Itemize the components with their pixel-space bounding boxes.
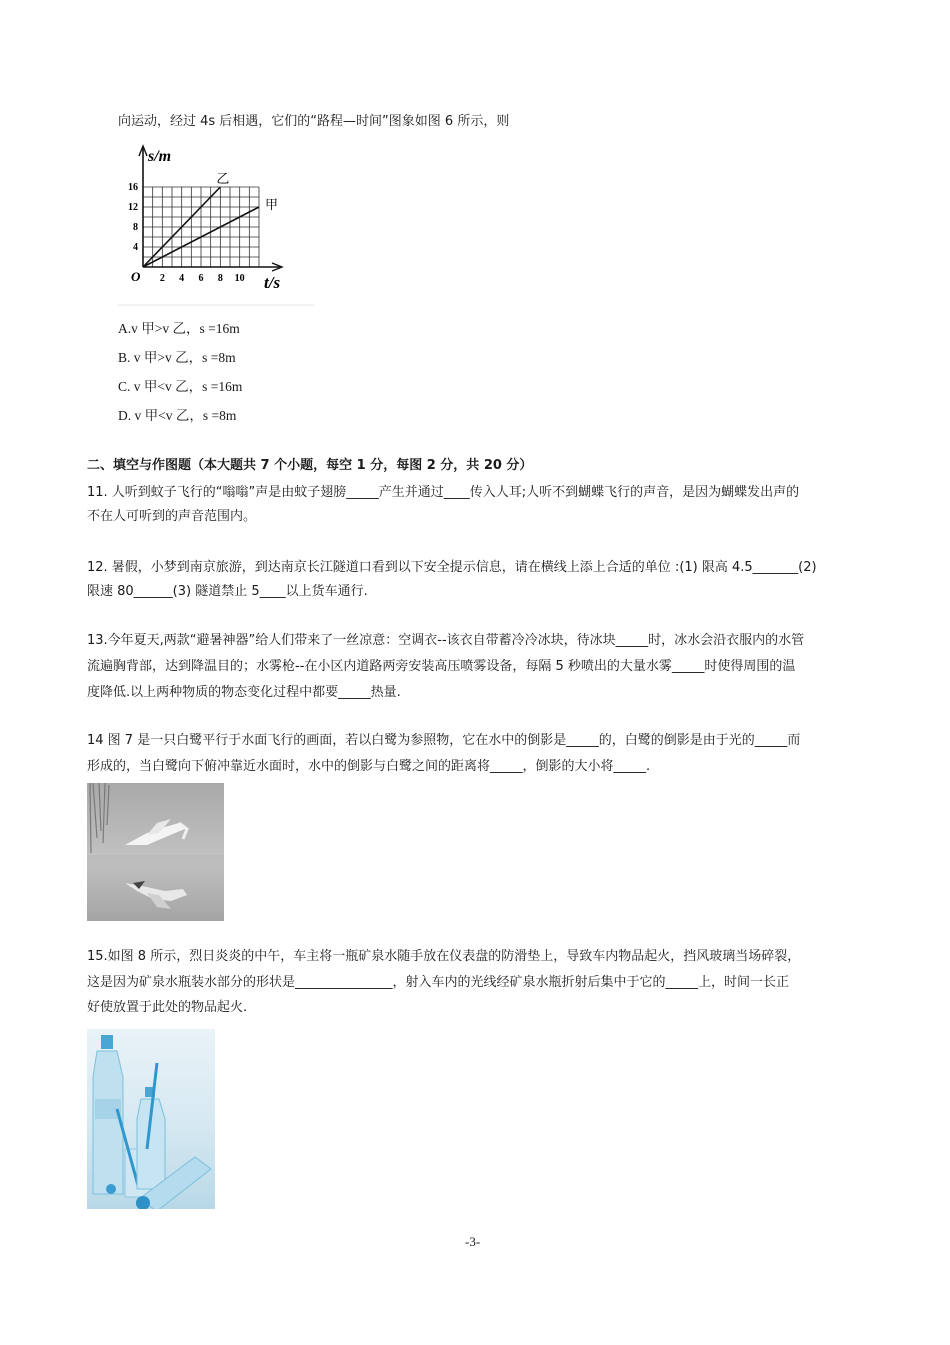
intro-line: 向运动，经过 4s 后相遇，它们的“路程—时间”图象如图 6 所示，则 [118, 114, 510, 129]
y-axis-label: s/m [148, 148, 172, 165]
q12-line-2: 限速 80______(3) 隧道禁止 5____以上货车通行. [87, 584, 368, 599]
x-axis-label: t/s [264, 273, 281, 292]
y-tick-label: 8 [133, 222, 138, 233]
chart-grid [143, 187, 259, 267]
x-tick-label: 4 [179, 273, 185, 284]
series-label: 乙 [216, 172, 230, 187]
y-tick-label: 16 [128, 182, 138, 193]
q15-line-2: 这是因为矿泉水瓶装水部分的形状是_______________，射入车内的光线经矿泉水瓶折射后集中于它的_____上，时间一长正 [87, 975, 790, 990]
q11-line-2: 不在人可听到的声音范围内。 [87, 509, 257, 524]
q14-line-2: 形成的，当白鹭向下俯冲靠近水面时，水中的倒影与白鹭之间的距离将_____，倒影的大小将_____. [87, 759, 651, 774]
q15-line-3: 好使放置于此处的物品起火. [87, 1000, 248, 1015]
egret-photo [87, 783, 224, 921]
y-tick-label: 12 [128, 202, 138, 213]
option-d: D. v 甲<v 乙，s =8m [118, 408, 237, 423]
q13-line-3: 度降低.以上两种物质的物态变化过程中都要_____热量. [87, 685, 401, 700]
section-heading: 二、填空与作图题（本大题共 7 个小题，每空 1 分，每图 2 分，共 20 分） [87, 458, 533, 473]
q13-line-1: 13.今年夏天,两款“避暑神器”给人们带来了一丝凉意：空调衣--该衣自带蓄冷冷冰块，待冰块_____时，冰水会沿衣服内的水管 [87, 633, 805, 648]
option-c: C. v 甲<v 乙，s =16m [118, 379, 243, 394]
x-tick-label: 2 [159, 273, 165, 284]
q12-line-1: 12. 暑假，小梦到南京旅游，到达南京长江隧道口看到以下安全提示信息，请在横线上添上合适的单位 :(1) 限高 4.5_______(2) [87, 560, 817, 575]
origin-label: O [131, 269, 141, 284]
x-tick-label: 10 [234, 273, 245, 284]
y-tick-label: 4 [133, 242, 138, 253]
q13-line-2: 流遍胸背部，达到降温目的；水雾枪--在小区内道路两旁安装高压喷雾设备，每隔 5 秒喷出的大量水雾_____时使得周围的温 [87, 659, 796, 674]
option-b: B. v 甲>v 乙，s =8m [118, 350, 236, 365]
water-bottle-photo [87, 1029, 215, 1209]
page-number: -3- [465, 1234, 481, 1249]
q15-line-1: 15.如图 8 所示，烈日炎炎的中午，车主将一瓶矿泉水随手放在仪表盘的防滑垫上，导致车内物品起火，挡风玻璃当场碎裂， [87, 949, 801, 964]
q14-line-1: 14 图 7 是一只白鹭平行于水面飞行的画面，若以白鹭为参照物，它在水中的倒影是_____的，白鹭的倒影是由于光的_____而 [87, 733, 801, 748]
distance-time-chart [118, 140, 318, 308]
option-a: A.v 甲>v 乙，s =16m [118, 321, 240, 336]
series-label: 甲 [265, 198, 279, 213]
x-tick-label: 6 [198, 273, 204, 284]
x-tick-label: 8 [217, 273, 223, 284]
q11-line-1: 11. 人听到蚊子飞行的“嗡嗡”声是由蚊子翅膀_____产生并通过____传入人耳;人听不到蝴蝶飞行的声音，是因为蝴蝶发出声的 [87, 485, 800, 500]
